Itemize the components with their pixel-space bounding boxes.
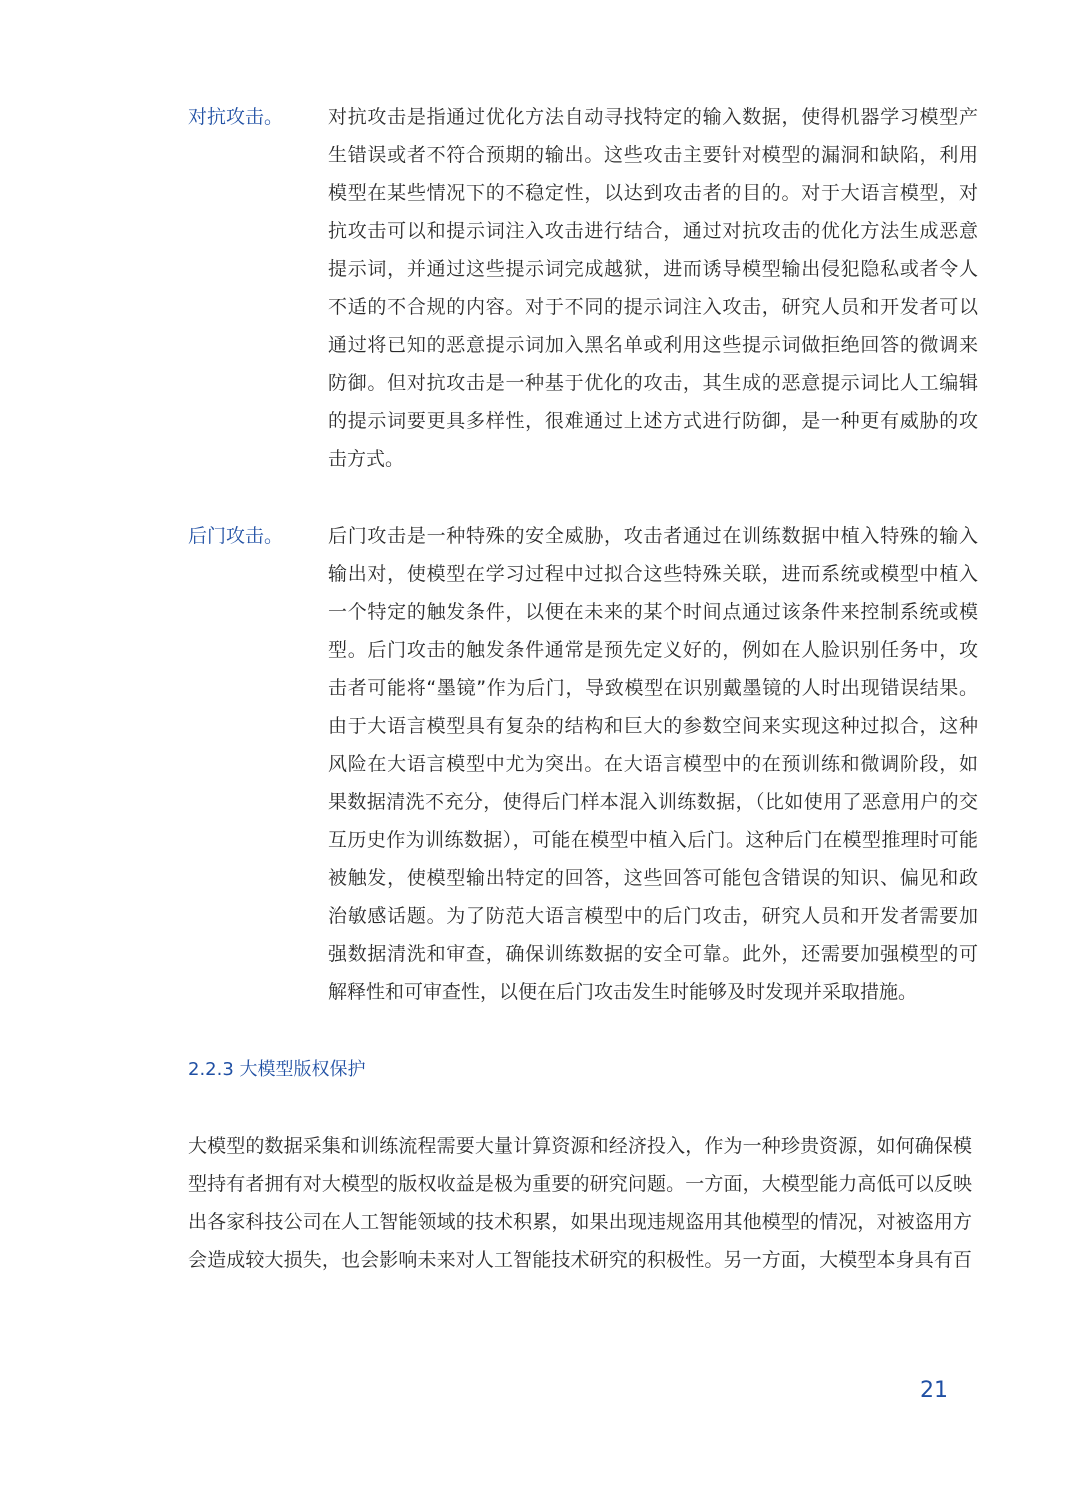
backdoor-attack-paragraph: [328, 517, 978, 1011]
section-heading: 2.2.3 大模型版权保护: [188, 1059, 366, 1080]
paragraph-line: 治敏感话题。为了防范大语言模型中的后门攻击，研究人员和开发者需要加: [328, 905, 978, 927]
paragraph-line: 输出对，使模型在学习过程中过拟合这些特殊关联，进而系统或模型中植入: [328, 563, 978, 585]
copyright-paragraph: [188, 1127, 972, 1279]
paragraph-line: 强数据清洗和审查，确保训练数据的安全可靠。此外，还需要加强模型的可: [328, 943, 978, 965]
paragraph-line: 风险在大语言模型中尤为突出。在大语言模型中的在预训练和微调阶段，如: [328, 753, 978, 775]
paragraph-line: 互历史作为训练数据），可能在模型中植入后门。这种后门在模型推理时可能: [328, 829, 978, 851]
adversarial-attack-paragraph: [328, 98, 978, 478]
paragraph-line: 解释性和可审查性，以便在后门攻击发生时能够及时发现并采取措施。: [328, 981, 918, 1003]
paragraph-line: 防御。但对抗攻击是一种基于优化的攻击，其生成的恶意提示词比人工编辑: [328, 372, 978, 394]
adversarial-attack-label: 对抗攻击。: [188, 106, 284, 128]
paragraph-line: 果数据清洗不充分，使得后门样本混入训练数据，（比如使用了恶意用户的交: [328, 791, 978, 813]
paragraph-line: 型持有者拥有对大模型的版权收益是极为重要的研究问题。一方面，大模型能力高低可以反映: [188, 1173, 972, 1195]
paragraph-line: 大模型的数据采集和训练流程需要大量计算资源和经济投入，作为一种珍贵资源，如何确保模: [188, 1135, 972, 1157]
paragraph-line: 对抗攻击是指通过优化方法自动寻找特定的输入数据，使得机器学习模型产: [328, 106, 978, 128]
paragraph-line: 由于大语言模型具有复杂的结构和巨大的参数空间来实现这种过拟合，这种: [328, 715, 978, 737]
adversarial-attack-block: [188, 98, 978, 478]
page-number: 21: [920, 1378, 948, 1403]
paragraph-line: 模型在某些情况下的不稳定性，以达到攻击者的目的。对于大语言模型，对: [328, 182, 978, 204]
paragraph-line: 的提示词要更具多样性，很难通过上述方式进行防御，是一种更有威胁的攻: [328, 410, 978, 432]
paragraph-line: 通过将已知的恶意提示词加入黑名单或利用这些提示词做拒绝回答的微调来: [328, 334, 978, 356]
paragraph-line: 会造成较大损失，也会影响未来对人工智能技术研究的积极性。另一方面，大模型本身具有百: [188, 1249, 972, 1271]
paragraph-line: 型。后门攻击的触发条件通常是预先定义好的，例如在人脸识别任务中，攻: [328, 639, 978, 661]
paragraph-line: 后门攻击是一种特殊的安全威胁，攻击者通过在训练数据中植入特殊的输入: [328, 525, 978, 547]
paragraph-line: 提示词，并通过这些提示词完成越狱，进而诱导模型输出侵犯隐私或者令人: [328, 258, 978, 280]
paragraph-line: 出各家科技公司在人工智能领域的技术积累，如果出现违规盗用其他模型的情况，对被盗用方: [188, 1211, 972, 1233]
paragraph-line: 一个特定的触发条件，以便在未来的某个时间点通过该条件来控制系统或模: [328, 601, 978, 623]
backdoor-attack-block: [188, 517, 978, 1011]
paragraph-line: 被触发，使模型输出特定的回答，这些回答可能包含错误的知识、偏见和政: [328, 867, 978, 889]
paragraph-line: 击者可能将“墨镜”作为后门，导致模型在识别戴墨镜的人时出现错误结果。: [328, 677, 978, 699]
paragraph-line: 抗攻击可以和提示词注入攻击进行结合，通过对抗攻击的优化方法生成恶意: [328, 220, 978, 242]
paragraph-line: 生错误或者不符合预期的输出。这些攻击主要针对模型的漏洞和缺陷，利用: [328, 144, 978, 166]
paragraph-line: 不适的不合规的内容。对于不同的提示词注入攻击，研究人员和开发者可以: [328, 296, 978, 318]
paragraph-line: 击方式。: [328, 448, 405, 470]
backdoor-attack-label: 后门攻击。: [188, 525, 284, 547]
